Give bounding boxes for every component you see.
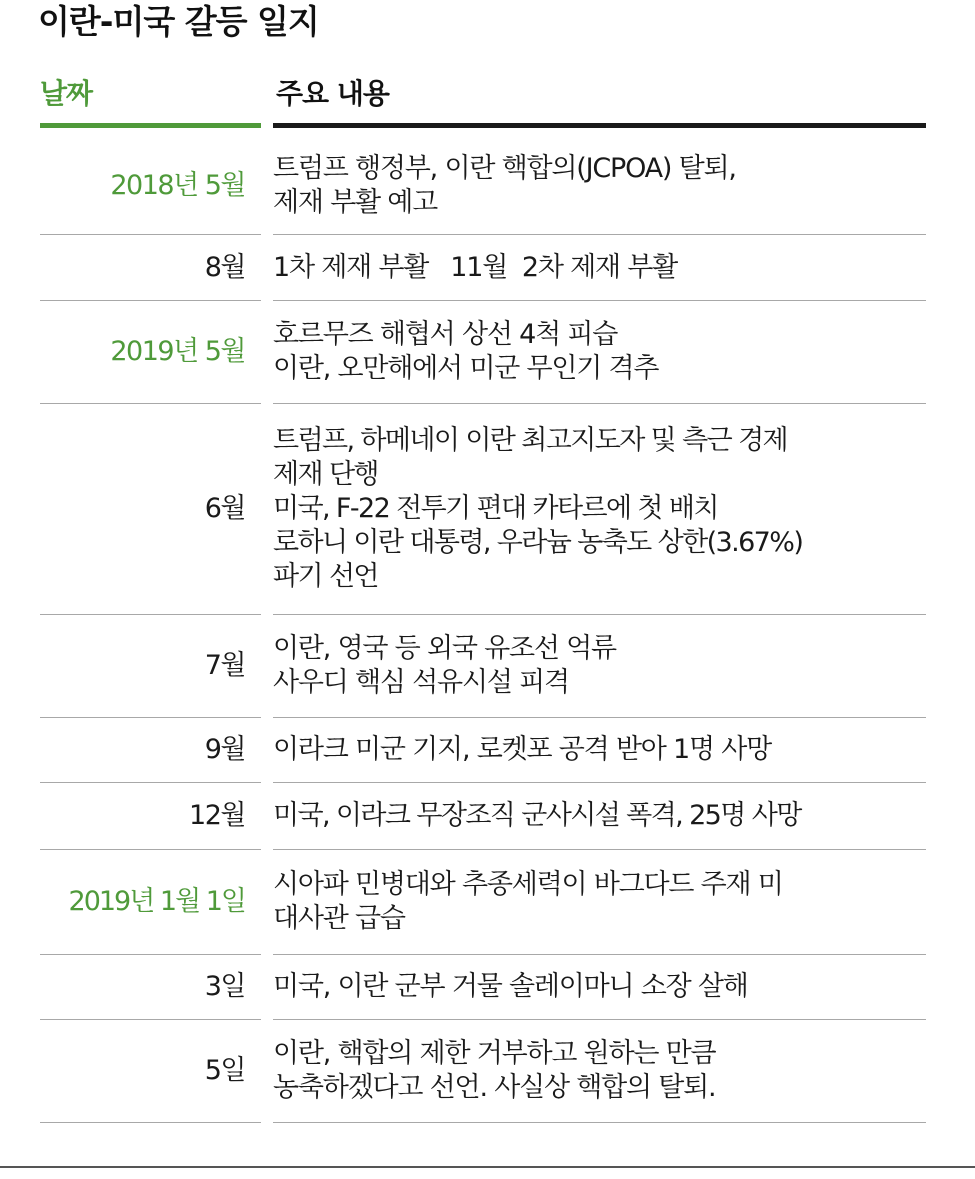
- header-rule-content: [273, 123, 926, 128]
- row-date: 3일: [204, 971, 245, 1002]
- row-content: [273, 251, 923, 285]
- row-date: 5일: [204, 1055, 245, 1086]
- row-content-line: 이란, 핵합의 제한 거부하고 원하는 만큼: [273, 1038, 716, 1069]
- row-content-line: 농축하겠다고 선언. 사실상 핵합의 탈퇴.: [273, 1072, 716, 1103]
- row-content: [273, 318, 923, 386]
- row-content: [273, 868, 923, 936]
- row-date: 7월: [204, 650, 245, 681]
- row-content-line: 로하니 이란 대통령, 우라늄 농축도 상한(3.67%): [273, 527, 803, 558]
- row-date: 2018년 5월: [110, 170, 245, 201]
- row-content: [273, 1037, 923, 1105]
- row-content-line: 트럼프, 하메네이 이란 최고지도자 및 측근 경제: [273, 425, 788, 456]
- row-content: [273, 152, 923, 220]
- bottom-rule: [0, 1166, 975, 1168]
- table-row: [40, 783, 926, 849]
- table-row: [40, 955, 926, 1019]
- row-content-line: 이란, 오만해에서 미군 무인기 격추: [273, 353, 659, 384]
- table-row: [40, 138, 926, 234]
- row-content: [273, 733, 923, 767]
- row-content-line: 호르무즈 해협서 상선 4척 피습: [273, 319, 618, 350]
- table-row: [40, 1020, 926, 1122]
- row-content-line: 파기 선언: [273, 561, 378, 592]
- row-content-line: 제재 부활 예고: [273, 187, 438, 218]
- row-divider: [273, 1122, 926, 1123]
- row-date: 2019년 5월: [110, 336, 245, 367]
- column-header-content: 주요 내용: [276, 77, 389, 110]
- row-content: [273, 799, 923, 833]
- table-row: [40, 718, 926, 782]
- row-content-line: 시아파 민병대와 추종세력이 바그다드 주재 미: [273, 869, 783, 900]
- row-divider: [40, 1122, 261, 1123]
- row-date: 8월: [204, 251, 245, 283]
- row-content-line: 이라크 미군 기지, 로켓포 공격 받아 1명 사망: [273, 734, 772, 765]
- page-title: 이란-미국 갈등 일지: [38, 2, 319, 41]
- row-content-line: 사우디 핵심 석유시설 피격: [273, 667, 569, 698]
- table-row: [40, 404, 926, 614]
- row-content-line: 미국, F-22 전투기 편대 카타르에 첫 배치: [273, 493, 718, 524]
- column-header-date: 날짜: [40, 77, 93, 110]
- row-content-line: 제재 단행: [273, 459, 378, 490]
- row-date: 12월: [189, 800, 245, 831]
- row-content: [273, 970, 923, 1004]
- row-content-line: 트럼프 행정부, 이란 핵합의(JCPOA) 탈퇴,: [273, 153, 736, 184]
- table-row: [40, 615, 926, 717]
- row-date: 6월: [204, 493, 245, 524]
- row-content-line: 대사관 급습: [273, 903, 405, 934]
- row-date: 2019년 1월 1일: [68, 886, 245, 917]
- table-row: [40, 301, 926, 403]
- table-row: [40, 235, 926, 300]
- row-content: [273, 424, 923, 594]
- header-rule-date: [40, 123, 261, 128]
- table-row: [40, 850, 926, 954]
- row-content-line: 미국, 이라크 무장조직 군사시설 폭격, 25명 사망: [273, 800, 801, 831]
- row-content: [273, 632, 923, 700]
- row-content-line: 1차 제재 부활 11월 2차 제재 부활: [273, 251, 678, 283]
- row-content-line: 이란, 영국 등 외국 유조선 억류: [273, 633, 616, 664]
- row-content-line: 미국, 이란 군부 거물 솔레이마니 소장 살해: [273, 971, 748, 1002]
- row-date: 9월: [204, 734, 245, 765]
